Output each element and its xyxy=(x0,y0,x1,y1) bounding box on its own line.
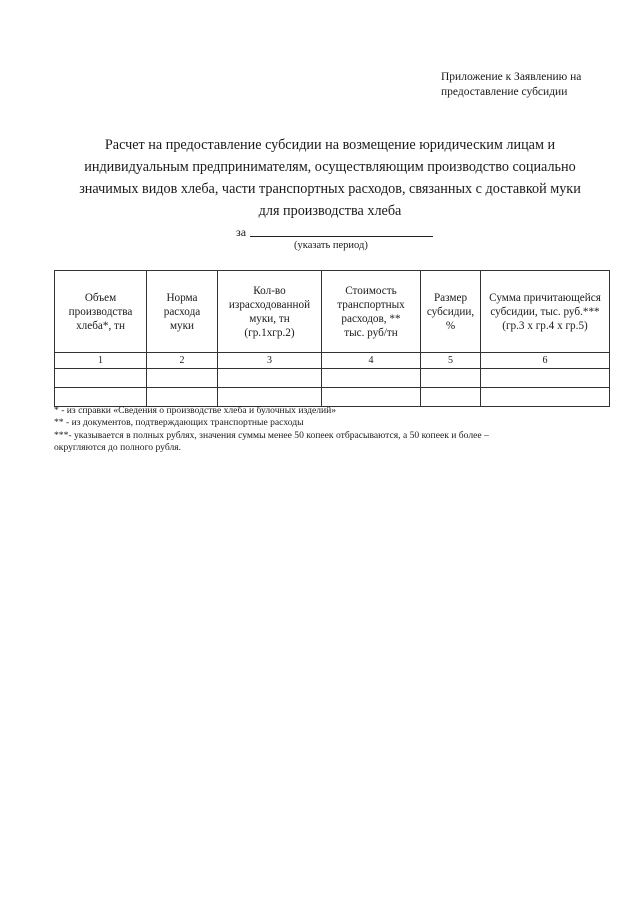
column-number: 3 xyxy=(218,353,322,369)
period-hint: (указать период) xyxy=(294,240,368,251)
column-number: 4 xyxy=(322,353,421,369)
period-prefix: за xyxy=(236,225,247,239)
appendix-line-1: Приложение к Заявлению на xyxy=(441,71,582,83)
footnotes xyxy=(54,405,614,455)
table-row xyxy=(55,369,610,388)
column-number: 2 xyxy=(147,353,218,369)
table-cell[interactable] xyxy=(147,388,218,407)
appendix-line-2: предоставление субсидии xyxy=(441,86,568,98)
footnote-1: * - из справки «Сведения о производстве хлеба и булочных изделий» xyxy=(54,405,337,416)
table-cell[interactable] xyxy=(421,369,481,388)
table-cell[interactable] xyxy=(421,388,481,407)
title-line-3: значимых видов хлеба, части транспортных расходов, связанных с доставкой муки xyxy=(79,181,581,197)
header-col-4: Стоимость транспортных расходов, ** тыс. руб/тн xyxy=(322,271,421,353)
table-cell[interactable] xyxy=(55,388,147,407)
table-row xyxy=(55,388,610,407)
header-col-5: Размер субсидии, % xyxy=(421,271,481,353)
period-field xyxy=(0,225,640,265)
title-line-4: для производства хлеба xyxy=(258,203,402,219)
header-col-1: Объем производства хлеба*, тн xyxy=(55,271,147,353)
table-cell[interactable] xyxy=(322,369,421,388)
footnote-3: ***- указывается в полных рублях, значения суммы менее 50 копеек отбрасываются, а 50 копеек и более – xyxy=(54,429,489,441)
table-cell[interactable] xyxy=(218,369,322,388)
document-title xyxy=(70,134,590,222)
column-number: 6 xyxy=(481,353,610,369)
column-number: 5 xyxy=(421,353,481,369)
footnote-2: ** - из документов, подтверждающих транспортные расходы xyxy=(54,417,304,429)
table-cell[interactable] xyxy=(481,369,610,388)
table-cell[interactable] xyxy=(55,369,147,388)
title-line-1: Расчет на предоставление субсидии на возмещение юридическим лицам и xyxy=(104,137,556,153)
title-line-2: индивидуальным предпринимателям, осуществляющим производство социально xyxy=(84,159,576,175)
header-col-2: Норма расхода муки xyxy=(147,271,218,353)
header-col-6: Сумма причитающейся субсидии, тыс. руб.*** (гр.3 х гр.4 х гр.5) xyxy=(481,271,610,353)
table-header-row xyxy=(55,271,610,353)
table-cell[interactable] xyxy=(147,369,218,388)
table-cell[interactable] xyxy=(218,388,322,407)
table-cell[interactable] xyxy=(481,388,610,407)
calculation-table xyxy=(54,270,610,407)
table-cell[interactable] xyxy=(322,388,421,407)
header-col-3: Кол-во израсходованной муки, тн (гр.1хгр.2) xyxy=(218,271,322,353)
column-number: 1 xyxy=(55,353,147,369)
footnote-4: округляются до полного рубля. xyxy=(54,442,182,454)
period-input-line[interactable] xyxy=(250,236,433,237)
appendix-note xyxy=(441,70,621,100)
column-number-row xyxy=(55,353,610,369)
